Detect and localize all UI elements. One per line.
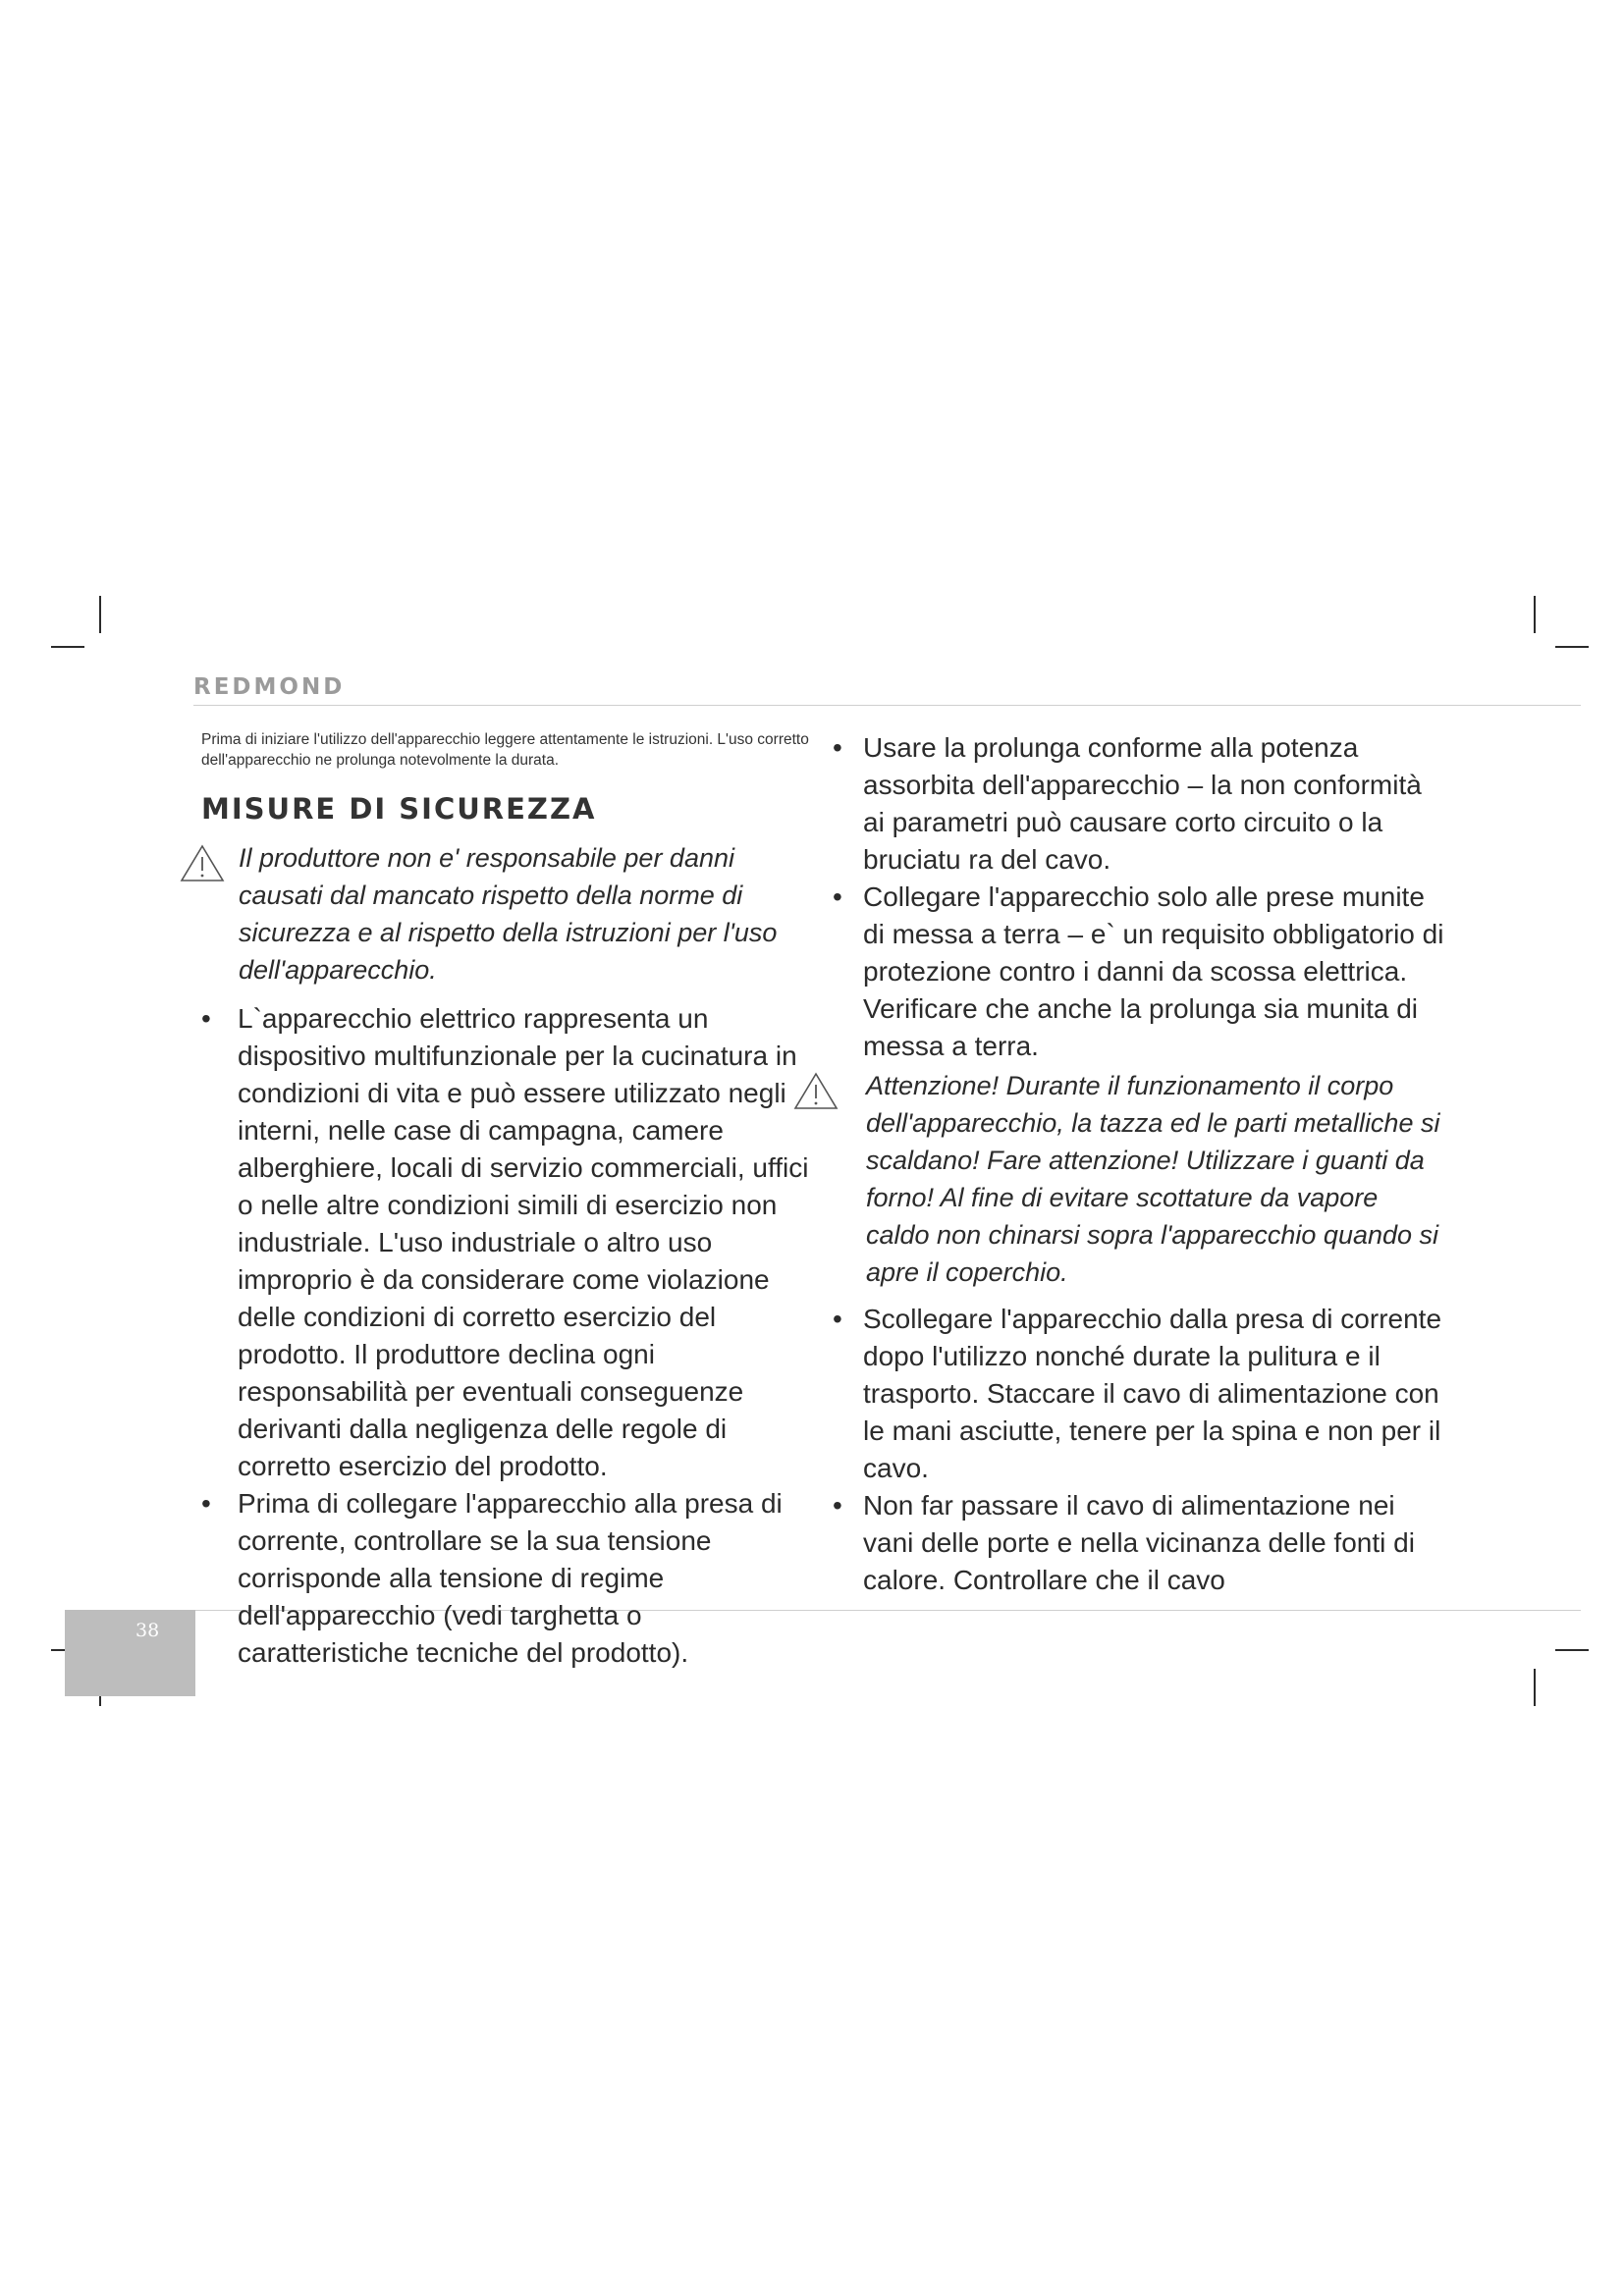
crop-mark bbox=[99, 596, 101, 633]
list-item bbox=[833, 1487, 1444, 1599]
warning-block bbox=[201, 839, 820, 988]
list-item bbox=[833, 879, 1444, 1065]
list-item bbox=[201, 1000, 820, 1485]
warning-block bbox=[829, 1067, 1444, 1291]
list-item-text: Prima di collegare l'apparecchio alla presa di corrente, controllare se la sua tensione corrisponde alla tensione di regime dell'apparecchio (vedi targhetta o caratteristiche tecniche del prodotto). bbox=[238, 1488, 783, 1668]
bullet: • bbox=[833, 1490, 842, 1521]
bullet: • bbox=[201, 1488, 211, 1519]
bullet: • bbox=[833, 732, 842, 763]
safety-list-left bbox=[201, 1000, 820, 1672]
list-item-text: Scollegare l'apparecchio dalla presa di corrente dopo l'utilizzo nonché durate la pulitura e il trasporto. Staccare il cavo di alimentazione con le mani asciutte, tenere per la spina e non per il cavo. bbox=[863, 1304, 1442, 1483]
header-rule bbox=[193, 705, 1581, 706]
warning-triangle-icon bbox=[180, 843, 225, 882]
page-number: 38 bbox=[135, 1620, 160, 1641]
list-item bbox=[201, 1485, 820, 1672]
warning-text: Attenzione! Durante il funzionamento il corpo dell'apparecchio, la tazza ed le parti metalliche si scaldano! Fare attenzione! Utilizzare i guanti da forno! Al fine di evitare scottature da vapore caldo non chinarsi sopra l'apparecchio quando si apre il coperchio. bbox=[866, 1071, 1440, 1287]
list-item-text: Usare la prolunga conforme alla potenza assorbita dell'apparecchio – la non conformità ai parametri può causare corto circuito o la bruciatu ra del cavo. bbox=[863, 732, 1422, 875]
crop-mark bbox=[1534, 1669, 1536, 1706]
bullet: • bbox=[833, 1304, 842, 1334]
left-column bbox=[201, 729, 820, 1672]
list-item bbox=[833, 729, 1444, 879]
crop-mark bbox=[1555, 646, 1589, 648]
brand-logo: REDMOND bbox=[193, 674, 346, 700]
warning-triangle-icon bbox=[793, 1071, 839, 1110]
section-heading: MISURE DI SICUREZZA bbox=[201, 792, 597, 826]
crop-mark bbox=[1555, 1649, 1589, 1651]
safety-list-right-bottom bbox=[833, 1301, 1444, 1599]
list-item bbox=[833, 1301, 1444, 1487]
list-item-text: L`apparecchio elettrico rappresenta un dispositivo multifunzionale per la cucinatura in condizioni di vita e può essere utilizzato negli interni, nelle case di campagna, camere alberghiere, locali di servizio commerciali, uffici o nelle altre condizioni simili di esercizio non industriale. L'uso industriale o altro uso improprio è da considerare come violazione delle condizioni di corretto esercizio del prodotto. Il produttore declina ogni responsabilità per eventuali conseguenze derivanti dalla negligenza delle regole di corretto esercizio del prodotto. bbox=[238, 1003, 809, 1481]
list-item-text: Collegare l'apparecchio solo alle prese munite di messa a terra – e` un requisito obbligatorio di protezione contro i danni da scossa elettrica. Verificare che anche la prolunga sia munita di messa a terra. bbox=[863, 881, 1444, 1061]
bullet: • bbox=[833, 881, 842, 912]
safety-list-right-top bbox=[833, 729, 1444, 1065]
crop-mark bbox=[51, 646, 84, 648]
page-number-box bbox=[65, 1610, 195, 1696]
warning-text: Il produttore non e' responsabile per danni causati dal mancato rispetto della norme di sicurezza e al rispetto della istruzioni per l'uso dell'apparecchio. bbox=[239, 843, 778, 985]
right-column bbox=[833, 729, 1444, 1599]
list-item-text: Non far passare il cavo di alimentazione nei vani delle porte e nella vicinanza delle fonti di calore. Controllare che il cavo bbox=[863, 1490, 1415, 1595]
crop-mark bbox=[1534, 596, 1536, 633]
bullet: • bbox=[201, 1003, 211, 1034]
intro-text: Prima di iniziare l'utilizzo dell'apparecchio leggere attentamente le istruzioni. L'uso corretto dell'apparecchio ne prolunga notevolmente la durata. bbox=[201, 731, 809, 769]
